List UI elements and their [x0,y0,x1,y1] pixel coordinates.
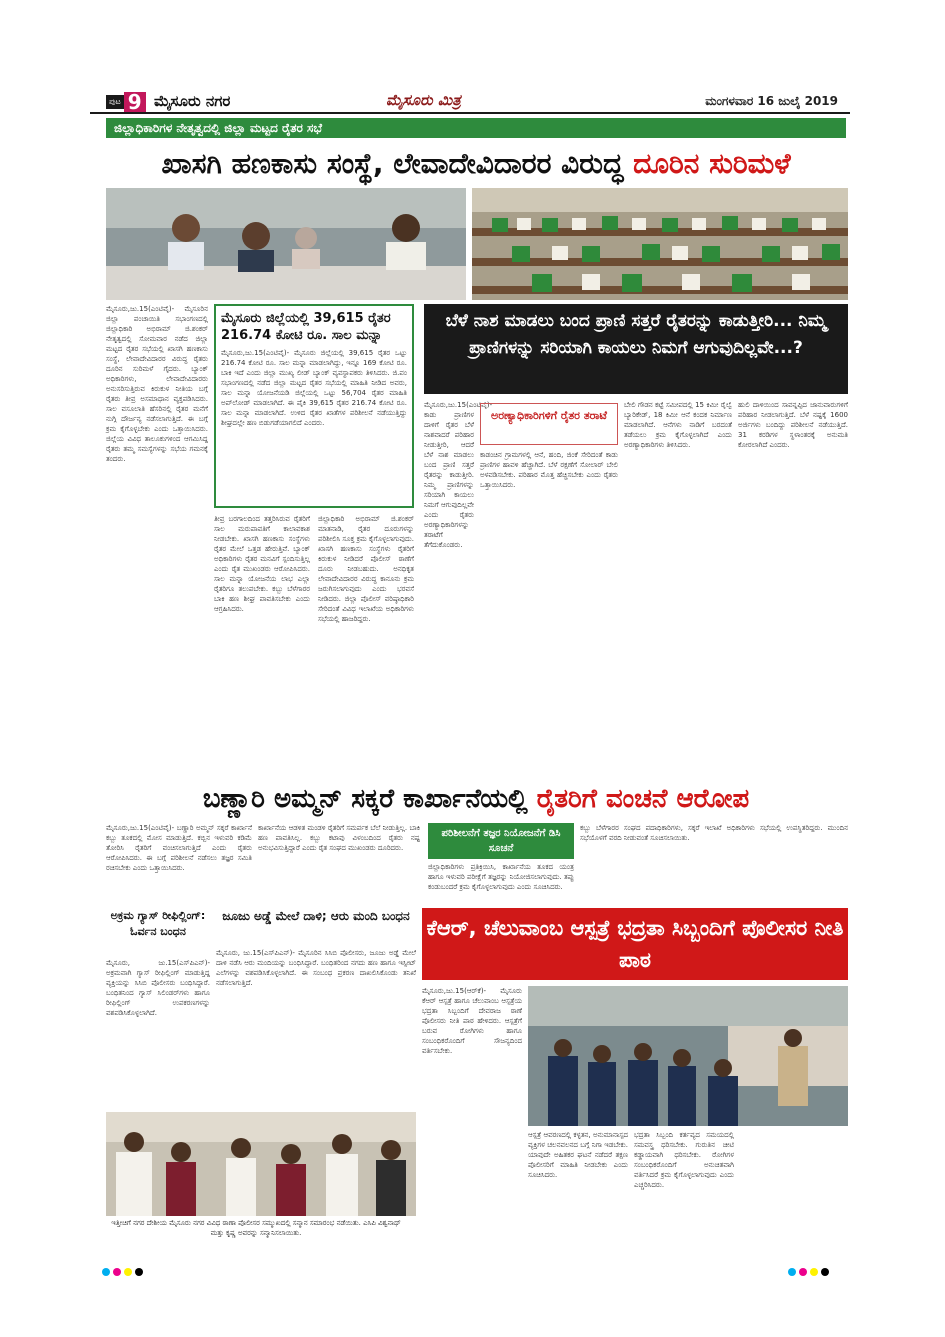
story2-col4: ಹುಲಿ ದಾಳಿಯಿಂದ ಸಾವನ್ನಪ್ಪಿದ ಜಾನುವಾರುಗಳಿಗೆ ಪರಿಹಾರ ನೀಡಲಾಗುತ್ತಿದೆ. ಬೆಳೆ ನಷ್ಟಕ್ಕೆ 1600 ಅರ್ಜಿಗಳು ಬಂದಿದ್ದು ಪರಿಶೀಲನೆ ನಡೆಯುತ್ತಿದೆ. 31 ಕರಡಿಗಳ ಸ್ಥಳಾಂತರಕ್ಕೆ ಅನುಮತಿ ಕೋರಲಾಗಿದೆ ಎಂದರು. [738,401,848,449]
story2-subhead: ಅರಣ್ಯಾಧಿಕಾರಿಗಳಿಗೆ ರೈತರ ತರಾಟೆ [480,403,618,445]
story6-headline: ಕೆಆರ್, ಚೆಲುವಾಂಬ ಆಸ್ಪತ್ರೆ ಭದ್ರತಾ ಸಿಬ್ಬಂದಿಗೆ ಪೊಲೀಸರ ನೀತಿ ಪಾಠ [422,908,848,980]
security-staff-photo [528,986,848,1126]
issue-date: ಮಂಗಳವಾರ 16 ಜುಲೈ 2019 [705,94,838,108]
story4-body: ಮೈಸೂರು, ಜು.15(ಎಸ್‌ಪಿಎನ್)- ಅಕ್ರಮವಾಗಿ ಗ್ಯಾಸ್ ರೀಫಿಲ್ಲಿಂಗ್ ಮಾಡುತ್ತಿದ್ದ ವ್ಯಕ್ತಿಯನ್ನು ಸಿಸಿಬಿ ಪೊಲೀಸರು ಬಂಧಿಸಿದ್ದಾರೆ. ಬಂಧಿತನಿಂದ ಗ್ಯಾಸ್ ಸಿಲಿಂಡರ್‌ಗಳು ಹಾಗೂ ರೀಫಿಲ್ಲಿಂಗ್ ಉಪಕರಣಗಳನ್ನು ವಶಪಡಿಸಿಕೊಳ್ಳಲಾಗಿದೆ. [106,959,210,1017]
story1-headline [106,142,846,186]
story1-headline-red: ದೂರಿನ ಸುರಿಮಳೆ [633,147,791,180]
page-number-value: 9 [124,92,146,112]
story3-greenbox: ಪರಿಶೀಲನೆಗೆ ತಜ್ಞರ ನಿಯೋಜನೆಗೆ ಡಿಸಿ ಸೂಚನೆ [428,823,574,859]
farmers-audience-photo [472,188,848,300]
section-title: ಮೈಸೂರು ನಗರ [154,92,231,110]
registration-marks-left [102,1268,143,1276]
page-number [106,92,146,112]
page-label: ಪುಟ [106,95,124,109]
story2-col3: ಬೇಲಿ ಗೌಡನ ಕಟ್ಟೆ ಸಮೀಪದಲ್ಲಿ 15 ಕಿಮೀ ರೈಲ್ವೆ ಬ್ಯಾರಿಕೇಡ್, 18 ಕಿಮೀ ಆನೆ ಕಂದಕ ನಿರ್ಮಾಣ ಮಾಡಲಾಗಿದೆ. ಆನೆಗಳು ನಾಡಿಗೆ ಬರದಂತೆ ತಡೆಯಲು ಕ್ರಮ ಕೈಗೊಳ್ಳಲಾಗಿದೆ ಎಂದು ಅರಣ್ಯಾಧಿಕಾರಿಗಳು ತಿಳಿಸಿದರು. [624,401,732,449]
registration-marks-right [788,1268,829,1276]
story1-col1: ಮೈಸೂರು,ಜು.15(ಎಂಟಿವೈ)- ಮೈಸೂರಿನ ಜಿಲ್ಲಾ ಪಂಚಾಯಿತಿ ಸಭಾಂಗಣದಲ್ಲಿ ಜಿಲ್ಲಾಧಿಕಾರಿ ಅಭಿರಾಮ್ ಜಿ.ಶಂಕರ್ ನೇತೃತ್ವದಲ್ಲಿ ಸೋಮವಾರ ನಡೆದ ಜಿಲ್ಲಾ ಮಟ್ಟದ ರೈತರ ಸಭೆಯಲ್ಲಿ ಖಾಸಗಿ ಹಣಕಾಸು ಸಂಸ್ಥೆ, ಲೇವಾದೇವಿದಾರರ ವಿರುದ್ಧ ರೈತರು ದೂರಿನ ಸುರಿಮಳೆ ಗೈದರು. ಬ್ಯಾಂಕ್ ಅಧಿಕಾರಿಗಳು, ಲೇವಾದೇವಿದಾರರು ಅನುಸರಿಸುತ್ತಿರುವ ಕಿರುಕುಳ ನೀತಿಯ ಬಗ್ಗೆ ರೈತರು ತೀವ್ರ ಅಸಮಾಧಾನ ವ್ಯಕ್ತಪಡಿಸಿದರು. ಸಾಲ ವಸೂಲಾತಿ ಹೆಸರಿನಲ್ಲಿ ರೈತರ ಮನೆಗೆ ನುಗ್ಗಿ ದೌರ್ಜನ್ಯ ನಡೆಸಲಾಗುತ್ತಿದೆ. ಈ ಬಗ್ಗೆ ಕ್ರಮ ಕೈಗೊಳ್ಳಬೇಕು ಎಂದು ಒತ್ತಾಯಿಸಿದರು. ಜಿಲ್ಲೆಯ ವಿವಿಧ ತಾಲೂಕುಗಳಿಂದ ಆಗಮಿಸಿದ್ದ ರೈತರು ತಮ್ಮ ಸಮಸ್ಯೆಗಳನ್ನು ಸಭೆಯ ಗಮನಕ್ಕೆ ತಂದರು. [106,305,208,463]
story4-headline: ಅಕ್ರಮ ಗ್ಯಾಸ್ ರೀಫಿಲ್ಲಿಂಗ್: ಓರ್ವನ ಬಂಧನ [110,909,206,938]
story5-headline: ಜೂಜು ಅಡ್ಡೆ ಮೇಲೆ ದಾಳಿ; ಆರು ಮಂದಿ ಬಂಧನ [222,909,410,923]
felicitation-photo [106,1112,416,1216]
story6-col1: ಮೈಸೂರು,ಜು.15(ಆರ್‌ಕೆ)- ಮೈಸೂರು ಕೆಆರ್ ಆಸ್ಪತ್ರೆ ಹಾಗೂ ಚೆಲುವಾಂಬ ಆಸ್ಪತ್ರೆಯ ಭದ್ರತಾ ಸಿಬ್ಬಂದಿಗೆ ದೇವರಾಜ ಠಾಣೆ ಪೊಲೀಸರು ನೀತಿ ಪಾಠ ಹೇಳಿದರು. ಆಸ್ಪತ್ರೆಗೆ ಬರುವ ರೋಗಿಗಳು ಹಾಗೂ ಸಂಬಂಧಿಕರೊಂದಿಗೆ ಸೌಜನ್ಯದಿಂದ ವರ್ತಿಸಬೇಕು. [422,987,522,1055]
story3-col3: ಜಿಲ್ಲಾಧಿಕಾರಿಗಳು ಪ್ರತಿಕ್ರಿಯಿಸಿ, ಕಾರ್ಖಾನೆಯ ತೂಕದ ಯಂತ್ರ ಹಾಗೂ ಇಳುವರಿ ಪರೀಕ್ಷೆಗೆ ತಜ್ಞರನ್ನು ನಿಯೋಜಿಸಲಾಗುವುದು. ತಪ್ಪು ಕಂಡುಬಂದರೆ ಕ್ರಮ ಕೈಗೊಳ್ಳಲಾಗುವುದು ಎಂದು ಸೂಚಿಸಿದರು. [428,863,574,891]
newspaper-page [90,88,850,1288]
story6-col2: ಆಸ್ಪತ್ರೆ ಆವರಣದಲ್ಲಿ ಕಳ್ಳತನ, ಅನುಮಾನಾಸ್ಪದ ವ್ಯಕ್ತಿಗಳ ಚಲನವಲನದ ಬಗ್ಗೆ ನಿಗಾ ಇಡಬೇಕು. ಯಾವುದೇ ಅಹಿತಕರ ಘಟನೆ ನಡೆದರೆ ತಕ್ಷಣ ಪೊಲೀಸರಿಗೆ ಮಾಹಿತಿ ನೀಡಬೇಕು ಎಂದು ಸೂಚಿಸಿದರು. [528,1131,628,1179]
story6-col3: ಭದ್ರತಾ ಸಿಬ್ಬಂದಿ ಕರ್ತವ್ಯದ ಸಮಯದಲ್ಲಿ ಸಮವಸ್ತ್ರ ಧರಿಸಬೇಕು. ಗುರುತಿನ ಚೀಟಿ ಕಡ್ಡಾಯವಾಗಿ ಧರಿಸಬೇಕು. ರೋಗಿಗಳ ಸಂಬಂಧಿಕರೊಂದಿಗೆ ಅನುಚಿತವಾಗಿ ವರ್ತಿಸಿದರೆ ಕ್ರಮ ಕೈಗೊಳ್ಳಲಾಗುವುದು ಎಂದು ಎಚ್ಚರಿಸಿದರು. [634,1131,734,1189]
meeting-officials-photo [106,188,466,300]
loan-waiver-headline: ಮೈಸೂರು ಜಿಲ್ಲೆಯಲ್ಲಿ 39,615 ರೈತರ 216.74 ಕೋಟಿ ರೂ. ಸಾಲ ಮನ್ನಾ [221,311,391,343]
story3-col2: ಕಾರ್ಖಾನೆಯ ಆಡಳಿತ ಮಂಡಳಿ ರೈತರಿಗೆ ಸಮರ್ಪಕ ಬೆಲೆ ನೀಡುತ್ತಿಲ್ಲ. ಬಾಕಿ ಹಣ ಪಾವತಿಸಿಲ್ಲ. ಕಬ್ಬು ಕಟಾವು ವಿಳಂಬದಿಂದ ರೈತರು ನಷ್ಟ ಅನುಭವಿಸುತ್ತಿದ್ದಾರೆ ಎಂದು ರೈತ ಸಂಘದ ಮುಖಂಡರು ದೂರಿದರು. [258,824,420,852]
story3-headline [106,780,846,818]
story3-col1: ಮೈಸೂರು,ಜು.15(ಎಂಟಿವೈ)- ಬಣ್ಣಾರಿ ಅಮ್ಮನ್ ಸಕ್ಕರೆ ಕಾರ್ಖಾನೆ ಕಬ್ಬು ತೂಕದಲ್ಲಿ ಮೋಸ ಮಾಡುತ್ತಿದೆ. ಕಬ್ಬಿನ ಇಳುವರಿ ಕಡಿಮೆ ತೋರಿಸಿ ರೈತರಿಗೆ ವಂಚಿಸಲಾಗುತ್ತಿದೆ ಎಂದು ರೈತರು ಆರೋಪಿಸಿದರು. ಈ ಬಗ್ಗೆ ಪರಿಶೀಲನೆ ನಡೆಸಲು ತಜ್ಞರ ಸಮಿತಿ ರಚಿಸಬೇಕು ಎಂದು ಒತ್ತಾಯಿಸಿದರು. [106,824,252,872]
loan-waiver-body: ಮೈಸೂರು,ಜು.15(ಎಂಟಿವೈ)- ಮೈಸೂರು ಜಿಲ್ಲೆಯಲ್ಲಿ 39,615 ರೈತರ ಒಟ್ಟು 216.74 ಕೋಟಿ ರೂ. ಸಾಲ ಮನ್ನಾ ಮಾಡಲಾಗಿದ್ದು, ಇನ್ನೂ 169 ಕೋಟಿ ರೂ. ಬಾಕಿ ಇದೆ ಎಂದು ಜಿಲ್ಲಾ ಮುಖ್ಯ ಲೀಡ್ ಬ್ಯಾಂಕ್ ವ್ಯವಸ್ಥಾಪಕರು ತಿಳಿಸಿದರು. ಜಿ.ಪಂ ಸಭಾಂಗಣದಲ್ಲಿ ನಡೆದ ಜಿಲ್ಲಾ ಮಟ್ಟದ ರೈತರ ಸಭೆಯಲ್ಲಿ ಮಾಹಿತಿ ನೀಡಿದ ಅವರು, ಸಾಲ ಮನ್ನಾ ಯೋಜನೆಯಡಿ ಜಿಲ್ಲೆಯಲ್ಲಿ ಒಟ್ಟು 56,704 ರೈತರ ಮಾಹಿತಿ ಅಪ್‌ಲೋಡ್ ಮಾಡಲಾಗಿದೆ. ಈ ಪೈಕಿ 39,615 ರೈತರ 216.74 ಕೋಟಿ ರೂ. ಸಾಲ ಮನ್ನಾ ಮಾಡಲಾಗಿದೆ. ಉಳಿದ ರೈತರ ಖಾತೆಗಳ ಪರಿಶೀಲನೆ ನಡೆಯುತ್ತಿದ್ದು ಶೀಘ್ರದಲ್ಲೇ ಹಣ ಬಿಡುಗಡೆಯಾಗಲಿದೆ ಎಂದರು. [221,349,407,427]
story3-col4: ಕಬ್ಬು ಬೆಳೆಗಾರರ ಸಂಘದ ಪದಾಧಿಕಾರಿಗಳು, ಸಕ್ಕರೆ ಇಲಾಖೆ ಅಧಿಕಾರಿಗಳು ಸಭೆಯಲ್ಲಿ ಉಪಸ್ಥಿತರಿದ್ದರು. ಮುಂದಿನ ಸಭೆಯೊಳಗೆ ವರದಿ ನೀಡುವಂತೆ ಸೂಚಿಸಲಾಯಿತು. [580,824,848,842]
story2-col1: ಮೈಸೂರು,ಜು.15(ಎಂಟಿವೈ)- ಕಾಡು ಪ್ರಾಣಿಗಳ ದಾಳಿಗೆ ರೈತರ ಬೆಳೆ ನಾಶವಾದರೆ ಪರಿಹಾರ ನೀಡುತ್ತೀರಿ, ಆದರೆ ಬೆಳೆ ನಾಶ ಮಾಡಲು ಬಂದ ಪ್ರಾಣಿ ಸತ್ತರೆ ರೈತರನ್ನು ಕಾಡುತ್ತೀರಿ. ನಿಮ್ಮ ಪ್ರಾಣಿಗಳನ್ನು ಸರಿಯಾಗಿ ಕಾಯಲು ನಿಮಗೆ ಆಗುವುದಿಲ್ಲವೇ ಎಂದು ರೈತರು ಅರಣ್ಯಾಧಿಕಾರಿಗಳನ್ನು ತರಾಟೆಗೆ ತೆಗೆದುಕೊಂಡರು. [424,401,493,549]
masthead [90,88,850,114]
story2-col2: ಕಾಡಂಚಿನ ಗ್ರಾಮಗಳಲ್ಲಿ ಆನೆ, ಹಂದಿ, ಜಿಂಕೆ ಸೇರಿದಂತೆ ಕಾಡು ಪ್ರಾಣಿಗಳ ಹಾವಳಿ ಹೆಚ್ಚಾಗಿದೆ. ಬೆಳೆ ರಕ್ಷಣೆಗೆ ಸೋಲಾರ್ ಬೇಲಿ ಅಳವಡಿಸಬೇಕು. ಪರಿಹಾರ ಮೊತ್ತ ಹೆಚ್ಚಿಸಬೇಕು ಎಂದು ರೈತರು ಒತ್ತಾಯಿಸಿದರು. [480,451,618,489]
story3-headline-black: ಬಣ್ಣಾರಿ ಅಮ್ಮನ್ ಸಕ್ಕರೆ ಕಾರ್ಖಾನೆಯಲ್ಲಿ [202,784,528,814]
story1-col2: ತೀವ್ರ ಬರಗಾಲದಿಂದ ತತ್ತರಿಸಿರುವ ರೈತರಿಗೆ ಸಾಲ ಮರುಪಾವತಿಗೆ ಕಾಲಾವಕಾಶ ನೀಡಬೇಕು. ಖಾಸಗಿ ಹಣಕಾಸು ಸಂಸ್ಥೆಗಳು ರೈತರ ಮೇಲೆ ಒತ್ತಡ ಹೇರುತ್ತಿವೆ. ಬ್ಯಾಂಕ್ ಅಧಿಕಾರಿಗಳು ರೈತರ ಮನವಿಗೆ ಸ್ಪಂದಿಸುತ್ತಿಲ್ಲ ಎಂದು ರೈತ ಮುಖಂಡರು ಆರೋಪಿಸಿದರು. ಸಾಲ ಮನ್ನಾ ಯೋಜನೆಯ ಲಾಭ ಎಲ್ಲಾ ರೈತರಿಗೂ ತಲುಪಬೇಕು. ಕಬ್ಬು ಬೆಳೆಗಾರರ ಬಾಕಿ ಹಣ ಶೀಘ್ರ ಪಾವತಿಸಬೇಕು ಎಂದು ಆಗ್ರಹಿಸಿದರು. [214,515,310,613]
story3-headline-red: ರೈತರಿಗೆ ವಂಚನೆ ಆರೋಪ [536,784,750,814]
story1-col3: ಜಿಲ್ಲಾಧಿಕಾರಿ ಅಭಿರಾಮ್ ಜಿ.ಶಂಕರ್ ಮಾತನಾಡಿ, ರೈತರ ದೂರುಗಳನ್ನು ಪರಿಶೀಲಿಸಿ ಸೂಕ್ತ ಕ್ರಮ ಕೈಗೊಳ್ಳಲಾಗುವುದು. ಖಾಸಗಿ ಹಣಕಾಸು ಸಂಸ್ಥೆಗಳು ರೈತರಿಗೆ ಕಿರುಕುಳ ನೀಡಿದರೆ ಪೊಲೀಸ್ ಠಾಣೆಗೆ ದೂರು ನೀಡಬಹುದು. ಅನಧಿಕೃತ ಲೇವಾದೇವಿದಾರರ ವಿರುದ್ಧ ಕಾನೂನು ಕ್ರಮ ಜರುಗಿಸಲಾಗುವುದು ಎಂದು ಭರವಸೆ ನೀಡಿದರು. ಜಿಲ್ಲಾ ಪೊಲೀಸ್ ವರಿಷ್ಠಾಧಿಕಾರಿ ಸೇರಿದಂತೆ ವಿವಿಧ ಇಲಾಖೆಯ ಅಧಿಕಾರಿಗಳು ಸಭೆಯಲ್ಲಿ ಹಾಜರಿದ್ದರು. [318,515,414,623]
story5-body: ಮೈಸೂರು, ಜು.15(ಎಸ್‌ಪಿಎನ್)- ಮೈಸೂರಿನ ಸಿಸಿಬಿ ಪೊಲೀಸರು, ಜೂಜು ಅಡ್ಡೆ ಮೇಲೆ ದಾಳಿ ನಡೆಸಿ ಆರು ಮಂದಿಯನ್ನು ಬಂಧಿಸಿದ್ದಾರೆ. ಬಂಧಿತರಿಂದ ನಗದು ಹಣ ಹಾಗೂ ಇಸ್ಪೀಟ್ ಎಲೆಗಳನ್ನು ವಶಪಡಿಸಿಕೊಳ್ಳಲಾಗಿದೆ. ಈ ಸಂಬಂಧ ಪ್ರಕರಣ ದಾಖಲಿಸಿಕೊಂಡು ತನಿಖೆ ನಡೆಸಲಾಗುತ್ತಿದೆ. [216,949,416,987]
photo-caption: ಇತ್ತೀಚಿಗೆ ನಗರ ದೇಶೀಯ ಮೈಸೂರು ನಗರ ವಿವಿಧ ಠಾಣಾ ಪೊಲೀಸರ ಸಮ್ಮುಖದಲ್ಲಿ ಸನ್ಮಾನ ಸಮಾರಂಭ ನಡೆಯಿತು. ಎಸಿಪಿ ವಿಶ್ವನಾಥ್ ಮತ್ತು ಕೃಷ್ಣ ಅವರನ್ನು ಸನ್ಮಾನಿಸಲಾಯಿತು. [111,1219,401,1237]
story1-headline-black: ಖಾಸಗಿ ಹಣಕಾಸು ಸಂಸ್ಥೆ, ಲೇವಾದೇವಿದಾರರ ವಿರುದ್ಧ [161,147,624,180]
story1-kicker: ಜಿಲ್ಲಾಧಿಕಾರಿಗಳ ನೇತೃತ್ವದಲ್ಲಿ ಜಿಲ್ಲಾ ಮಟ್ಟದ ರೈತರ ಸಭೆ [106,118,846,138]
story2-banner: ಬೆಳೆ ನಾಶ ಮಾಡಲು ಬಂದ ಪ್ರಾಣಿ ಸತ್ತರೆ ರೈತರನ್ನು ಕಾಡುತ್ತೀರಿ... ನಿಮ್ಮ ಪ್ರಾಣಿಗಳನ್ನು ಸರಿಯಾಗಿ ಕಾಯಲು ನಿಮಗೆ ಆಗುವುದಿಲ್ಲವೇ...? [424,304,848,394]
loan-waiver-box [214,304,414,508]
paper-logo: ಮೈಸೂರು ಮಿತ್ರ [386,91,461,109]
